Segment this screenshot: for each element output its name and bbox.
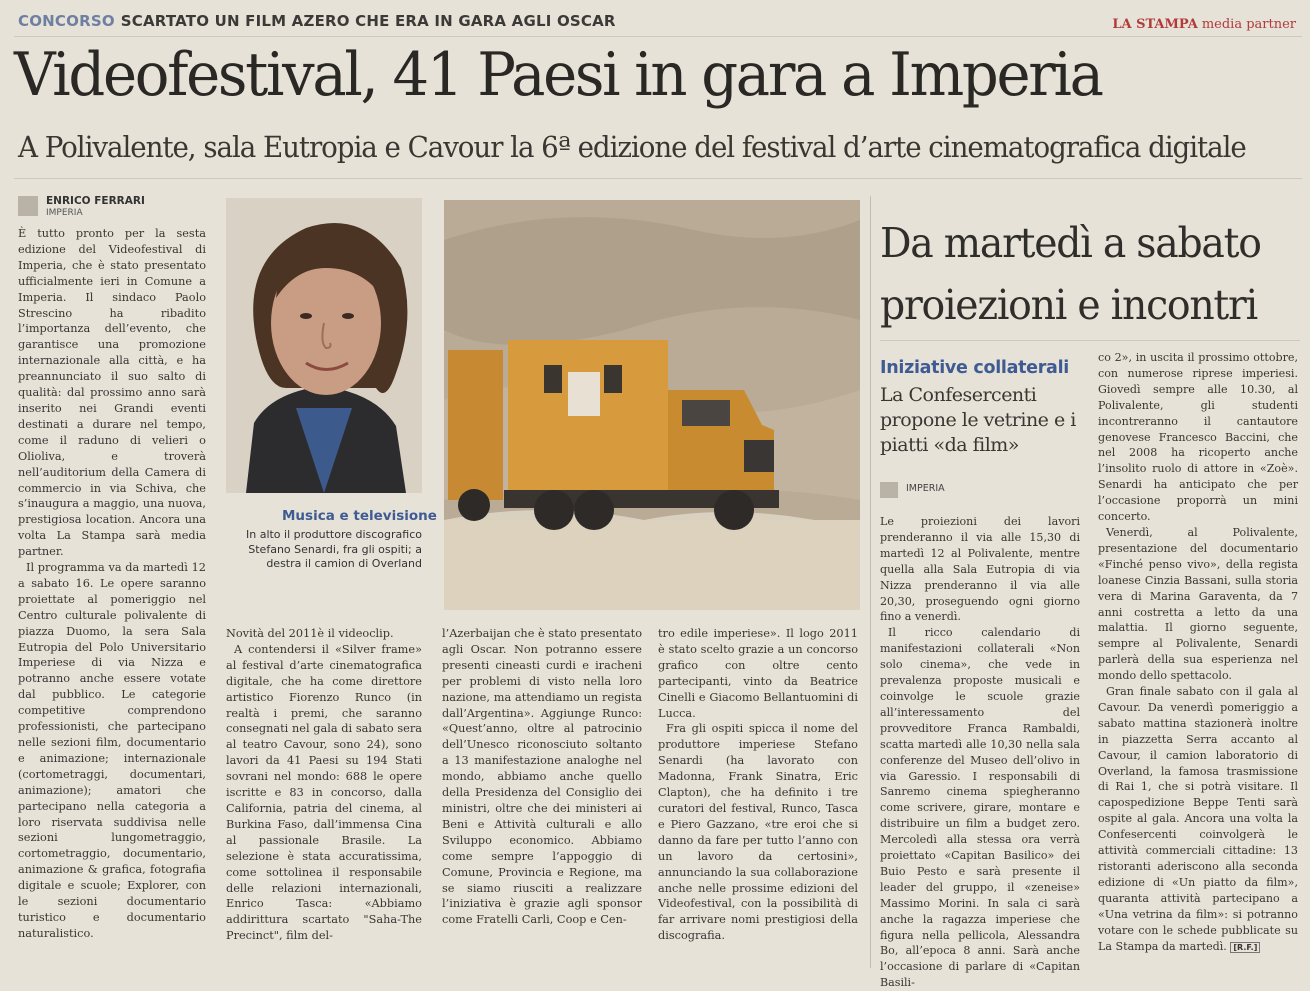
author-signature: [R.F.] [1230, 942, 1260, 953]
place-marker [880, 482, 898, 498]
article-column-2 [226, 626, 422, 944]
photo-caption-title: Musica e televisione [282, 508, 437, 524]
paragraph: Il programma va da martedì 12 a sabato 16. Le opere saranno proiettate al pomeriggio nel Centro culturale polivalente di piazza Duomo, la sera Sala Eutropia del Polo Universitario Imperiese di via Nizza e potranno anche essere votate dal pubblico. Le categorie competitive comprendono professionisti, che partecipano nelle sezioni film, documentario e animazione; internazionale (cortometraggi, documentari, animazione); amatori che partecipano nella categoria a loro riservata suddivisa nelle sezioni lungometraggio, cortometraggio, documentario, animazione & grafica, fotografia digitale e scuole; Explorer, con le sezioni documentario turistico e documentario naturalistico. [18, 561, 206, 940]
portrait-photo [226, 198, 422, 493]
sidebar-place: IMPERIA [906, 483, 945, 494]
paragraph-text: Gran finale sabato con il gala al Cavour. Da venerdì pomeriggio a sabato mattina stazionerà inoltre in piazzetta Serra accanto al Cavour, il camion laboratorio di Overland, la famosa trasmissione di Rai 1, che si potrà visitare. Il capospedizione Beppe Tenti sarà ospite al gala. Ancora una volta la Confesercenti coinvolgerà le attività commerciali cittadine: 13 ristoranti aderiscono alla seconda edizione di «Un piatto da film», quaranta attività partecipano a «Una vetrina da film»: si potranno votare con le schede pubblicate su La Stampa da martedì. [1098, 685, 1298, 953]
author-name: ENRICO FERRARI [46, 195, 145, 207]
section-kicker [18, 12, 616, 30]
sidebar-column-1 [880, 514, 1080, 991]
sidebar-headline-line-2: proiezioni e incontri [880, 281, 1257, 329]
subheadline: A Polivalente, sala Eutropia e Cavour la 6ª edizione del festival d’arte cinematografica digitale [18, 130, 1246, 164]
kicker-text: SCARTATO UN FILM AZERO CHE ERA IN GARA AGLI OSCAR [120, 12, 616, 30]
article-column-4 [658, 626, 858, 944]
sidebar-headline [880, 218, 1283, 330]
paragraph: Novità del 2011è il videoclip. [226, 627, 394, 640]
paragraph: tro edile imperiese». Il logo 2011 è stato scelto grazie a un concorso grafico con oltre cento partecipanti, vinto da Beatrice Cinelli e Giacomo Bellantuomini di Lucca. [658, 627, 858, 720]
sidebar-headline-line-1: Da martedì a sabato [880, 219, 1261, 267]
paragraph: Il ricco calendario di manifestazioni collaterali «Non solo cinema», che vede in prevalenza proposte musicali e coinvolge le scuole grazie all’interessamento del provveditore Franca Rambaldi, scatta martedì alle 10,30 nella sala conferenze del Museo dell’olivo in via Garessio. I responsabili di Sanremo cinema spiegheranno come scrivere, girare, montare e distribuire un film a budget zero. Mercoledì alla stessa ora verrà proiettato «Capitan Basilico» dei Buio Pesto e sarà presente il leader del gruppo, il «zeneise» Massimo Morini. In sala ci sarà anche la ragazza imperiese che figura nella pellicola, Alessandra Bo, all’epoca 8 anni. Sarà anche l’occasione di parlare di «Capitan Basili- [880, 626, 1080, 990]
section-label: CONCORSO [18, 12, 115, 30]
author-place: IMPERIA [46, 208, 83, 218]
paragraph: Venerdì, al Polivalente, presentazione del documentario «Finché penso vivo», della regista loanese Cinzia Bassani, sulla storia vera di Marina Garaventa, da 7 anni costretta a letto da una malattia. Il giorno seguente, sempre al Polivalente, Senardi parlerà della sua esperienza nel mondo dello spettacolo. [1098, 525, 1298, 683]
portrait-illustration [226, 198, 422, 493]
paragraph [1098, 684, 1298, 955]
paragraph: Le proiezioni dei lavori prenderanno il via alle 15,30 di martedì 12 al Polivalente, mentre quella alla Sala Eutropia di via Nizza prenderanno il via alle 20,30, proseguendo ogni giorno fino a venerdì. [880, 515, 1080, 624]
subhead-rule [14, 178, 1302, 179]
paragraph: co 2», in uscita il prossimo ottobre, con numerose riprese imperiesi. Giovedì sempre alle 10.30, al Polivalente, gli studenti incontreranno il cantautore genovese Francesco Baccini, che nel 2008 ha ricoperto anche l’insolito ruolo di attore in «Zoè». Senardi ha anticipato che per l’occasione proporrà un mini concerto. [1098, 351, 1298, 524]
truck-illustration [444, 200, 860, 610]
partner-brand: LA STAMPA [1112, 17, 1198, 32]
photo-caption: In alto il produttore discografico Stefano Senardi, fra gli ospiti; a destra il camion di Overland [245, 528, 422, 570]
article-column-3 [442, 626, 642, 928]
paragraph: Fra gli ospiti spicca il nome del produttore imperiese Stefano Senardi (ha lavorato con Madonna, Frank Sinatra, Eric Clapton), che ha definito i tre curatori del festival, Runco, Tasca e Piero Gazzano, «tre eroi che si danno da fare per tutto l’anno con un lavoro da certosini», annunciando la sua collaborazione anche nelle prossime edizioni del Videofestival, con la possibilità di far arrivare nomi prestigiosi della discografia. [658, 722, 858, 943]
header-rule [14, 36, 1302, 37]
media-partner [1112, 17, 1296, 32]
paragraph: A contendersi il «Silver frame» al festival d’arte cinematografica digitale, che ha come direttore artistico Fiorenzo Runco (in realtà i premi, che saranno consegnati nel gala di sabato sera al teatro Cavour, sono 24), sono lavori da 41 Paesi su 194 Stati sovrani nel mondo: 688 le opere iscritte e 83 in concorso, dalla California, patria del cinema, al Burkina Faso, dall’immensa Cina al passionale Brasile. La selezione è stata accuratissima, come sottolinea il responsabile delle relazioni internazionali, Enrico Tasca: «Abbiamo addirittura scartato "Saha-The Precinct", film del- [226, 642, 422, 943]
sidebar-title: Iniziative collaterali [880, 358, 1069, 378]
paragraph: l’Azerbaijan che è stato presentato agli Oscar. Non potranno essere presenti cineasti curdi e iracheni per problemi di visto nella loro nazione, ma attendiamo un regista dall’Argentina». Aggiunge Runco: «Quest’anno, oltre al patrocinio dell’Unesco riconosciuto soltanto a 13 manifestazione analoghe nel mondo, abbiamo anche quello della Presidenza del Consiglio dei ministri, oltre che dei ministeri ai Beni e Attività culturali e allo Sviluppo economico. Abbiamo come sempre l’appoggio di Comune, Provincia e Regione, ma se siamo riusciti a realizzare l’iniziativa è grazie agli sponsor come Fratelli Carli, Coop e Cen- [442, 627, 642, 927]
sidebar-rule [880, 340, 1300, 341]
article-column-1 [18, 226, 206, 942]
byline-marker [18, 196, 38, 216]
sidebar-subtitle: La Confesercenti propone le vetrine e i piatti «da film» [880, 384, 1076, 456]
headline: Videofestival, 41 Paesi in gara a Imperia [14, 40, 1102, 110]
sidebar-column-2 [1098, 350, 1298, 955]
paragraph: È tutto pronto per la sesta edizione del Videofestival di Imperia, che è stato presentato ufficialmente ieri in Comune a Imperia. Il sindaco Paolo Strescino ha ribadito l’importanza dell’evento, che garantisce una promozione internazionale alla città, e ha preannunciato il suo salto di qualità: dal prossimo anno sarà inserito nei Grandi eventi destinati a durare nel tempo, come il raduno di velieri o Olioliva, e troverà nell’auditorium della Camera di commercio in via Schiva, che s’inaugura a maggio, una nuova, prestigiosa location. Ancora una volta La Stampa sarà media partner. [18, 227, 206, 559]
partner-label: media partner [1201, 17, 1296, 32]
sidebar-divider [870, 196, 871, 968]
truck-photo [444, 200, 860, 610]
byline [46, 195, 145, 219]
